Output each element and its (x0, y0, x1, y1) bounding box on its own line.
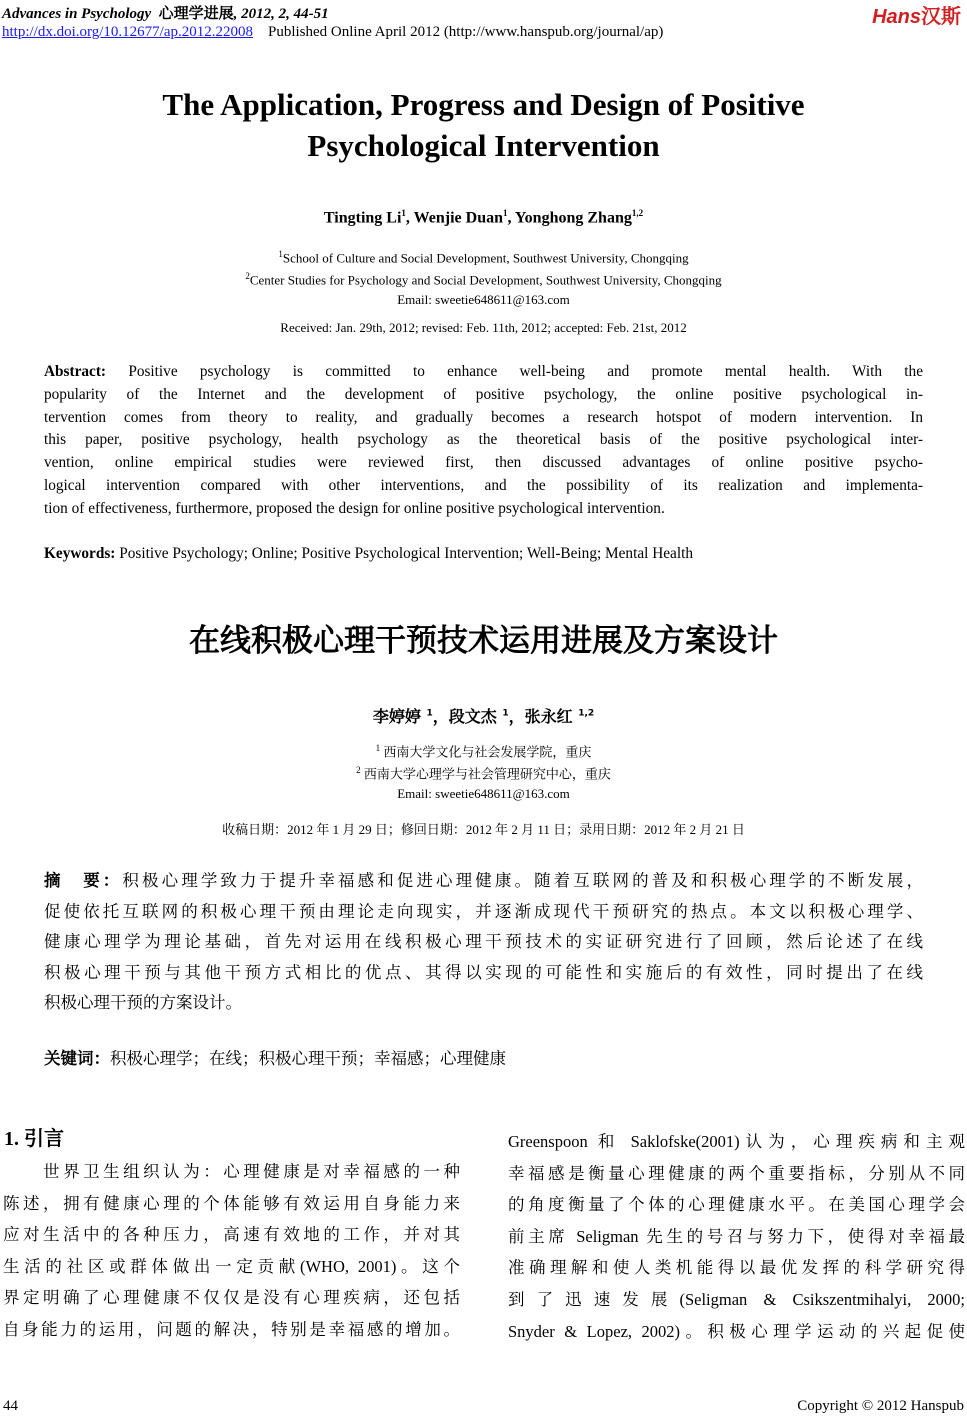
english-abstract (44, 361, 923, 521)
affiliation (0, 761, 967, 783)
abstract-text: 积极心理学致力于提升幸福感和促进心理健康。随着互联网的普及和积极心理学的不断发展， (122, 871, 924, 890)
chinese-keywords (44, 1045, 923, 1069)
affil-sup: 1 (375, 743, 381, 753)
abstract-line: popularity of the Internet and the development of positive psychology, the online positive psychological in- (44, 385, 923, 403)
author: Tingting Li (323, 209, 402, 227)
affil-sup: 2 (356, 765, 361, 776)
keywords-text: 积极心理学；在线；积极心理干预；幸福感；心理健康 (110, 1049, 506, 1068)
body-line: 陈述，拥有健康心理的个体能够有效运用自身能力来 (3, 1193, 460, 1213)
logo-text-cn: 汉斯 (921, 6, 961, 28)
chinese-affiliations (0, 739, 967, 803)
author-sup: 1,2 (578, 708, 595, 719)
abstract-line: this paper, positive psychology, health psychology as the theoretical basis of the positive psychological inter- (44, 431, 923, 449)
citation: , 2012, 2, 44-51 (233, 6, 329, 22)
section-heading: 1. 引言 (4, 1128, 64, 1150)
email: Email: sweetie648611@163.com (397, 785, 570, 801)
body-line: 幸福感是衡量心理健康的两个重要指标，分别从不同 (508, 1163, 965, 1183)
journal-name: Advances in Psychology (2, 6, 152, 22)
author-sup: 1 (426, 708, 433, 719)
author-sup: 1 (401, 208, 406, 218)
abstract-line: logical intervention compared with other interventions, and the possibility of its realization and implementa- (44, 476, 923, 494)
keywords-label: Keywords: (44, 545, 116, 562)
body-line: 应对生活中的各种压力，高速有效地的工作，并对其 (3, 1225, 460, 1245)
chinese-title: 在线积极心理干预技术运用进展及方案设计 (189, 623, 778, 659)
affil-text: School of Culture and Social Development, Southwest University, Chongqing (282, 250, 689, 266)
body-line: Greenspoon 和 Saklofske(2001)认为，心理疾病和主观 (508, 1132, 965, 1151)
journal-name-cn: 心理学进展 (158, 6, 234, 22)
authors: Tingting Li$^1$, Wenjie Duan$^1$, Yonghong Zhang$^{1,2}$ (323, 208, 644, 227)
title-line: Psychological Intervention (307, 128, 660, 163)
chinese-authors: 李婷婷 $^1$，段文杰 $^1$，张永红 $^{1,2}$ (372, 707, 595, 726)
hans-logo (872, 0, 961, 29)
author: 张永红 (524, 707, 573, 726)
abstract-label: Abstract: (44, 363, 107, 380)
abstract-line: 健康心理学为理论基础，首先对运用在线积极心理干预技术的实证研究进行了回顾，然后论述了在线 (44, 932, 923, 951)
email: Email: sweetie648611@163.com (397, 291, 570, 307)
affiliation (0, 245, 967, 267)
body-line: 生活的社区或群体做出一定贡献(WHO, 2001)。这个 (3, 1256, 460, 1276)
body-line: Snyder & Lopez, 2002)。积极心理学运动的兴起促使 (508, 1321, 965, 1341)
abstract-line: 积极心理干预与其他干预方式相比的优点、其得以实现的可能性和实施后的有效性，同时提出了在线 (44, 962, 923, 982)
keywords-label: 关键词： (44, 1049, 110, 1068)
published-info: Published Online April 2012 (http://www.hanspub.org/journal/ap) (267, 24, 664, 40)
affil-text: 西南大学文化与社会发展学院，重庆 (383, 744, 592, 760)
abstract-line: tion of effectiveness, furthermore, proposed the design for online positive psychological intervention. (44, 499, 665, 517)
affiliation (0, 267, 967, 289)
journal-header (2, 2, 329, 23)
author: 李婷婷 (372, 707, 421, 726)
chinese-abstract (44, 866, 923, 1019)
affiliations (0, 245, 967, 309)
right-column (508, 1126, 965, 1347)
paper-title (0, 84, 967, 166)
abstract-label: 摘 要： (44, 871, 123, 890)
abstract-line: 积极心理干预的方案设计。 (44, 993, 242, 1012)
body-line: 前主席 Seligman 先生的号召与努力下，使得对幸福最 (508, 1226, 965, 1246)
copyright: Copyright © 2012 Hanspub (797, 1398, 964, 1414)
affil-text: Center Studies for Psychology and Social Development, Southwest University, Chongqing (249, 272, 722, 288)
author: Wenjie Duan (413, 209, 503, 227)
abstract-line (44, 361, 923, 384)
received-dates: Received: Jan. 29th, 2012; revised: Feb. 11th, 2012; accepted: Feb. 21st, 2012 (280, 320, 687, 335)
abstract-text: Positive psychology is committed to enhance well-being and promote mental health. With the (106, 363, 923, 380)
body-line: 的角度衡量了个体的心理健康水平。在美国心理学会 (508, 1195, 965, 1215)
abstract-line (44, 866, 923, 897)
body-line: 到了迅速发展(Seligman & Csikszentmihalyi, 2000; (508, 1289, 965, 1309)
author-sup: 1 (502, 208, 508, 218)
body-line: 界定明确了心理健康不仅仅是没有心理疾病，还包括 (3, 1288, 460, 1308)
abstract-line: tervention comes from theory to reality, and gradually becomes a research hotspot of modern intervention. In (44, 408, 923, 426)
body-line: 自身能力的运用，问题的解决，特别是幸福感的增加。 (3, 1319, 460, 1339)
chinese-dates: 收稿日期：2012 年 1 月 29 日；修回日期：2012 年 2 月 11 日；录用日期：2012 年 2 月 21 日 (222, 822, 745, 837)
body-line: 世界卫生组织认为：心理健康是对幸福感的一种 (3, 1162, 460, 1181)
affiliation (0, 739, 967, 761)
page-number: 44 (3, 1398, 18, 1414)
affil-text: 西南大学心理学与社会管理研究中心，重庆 (363, 766, 611, 782)
author-sup: 1,2 (631, 208, 644, 218)
affil-sup: 1 (278, 249, 283, 259)
author: Yonghong Zhang (514, 209, 632, 227)
doi-line (2, 24, 663, 41)
affil-sup: 2 (245, 271, 250, 282)
abstract-line: vention, online empirical studies were reviewed first, then discussed advantages of online positive psycho- (44, 454, 923, 472)
body-line: 准确理解和使人类机能得以最优发挥的科学研究得 (508, 1258, 965, 1278)
doi-link[interactable]: http://dx.doi.org/10.12677/ap.2012.22008 (2, 24, 253, 40)
left-column (3, 1156, 460, 1346)
keywords-text: Positive Psychology; Online; Positive Psychological Intervention; Well-Being; Mental Health (115, 545, 693, 562)
logo-text: Hans (872, 6, 921, 28)
author-sup: 1 (502, 708, 509, 719)
title-line: The Application, Progress and Design of Positive (162, 87, 805, 122)
author: 段文杰 (448, 707, 497, 726)
abstract-line: 促使依托互联网的积极心理干预由理论走向现实，并逐渐成现代干预研究的热点。本文以积极心理学、 (44, 901, 923, 921)
english-keywords (44, 545, 923, 563)
